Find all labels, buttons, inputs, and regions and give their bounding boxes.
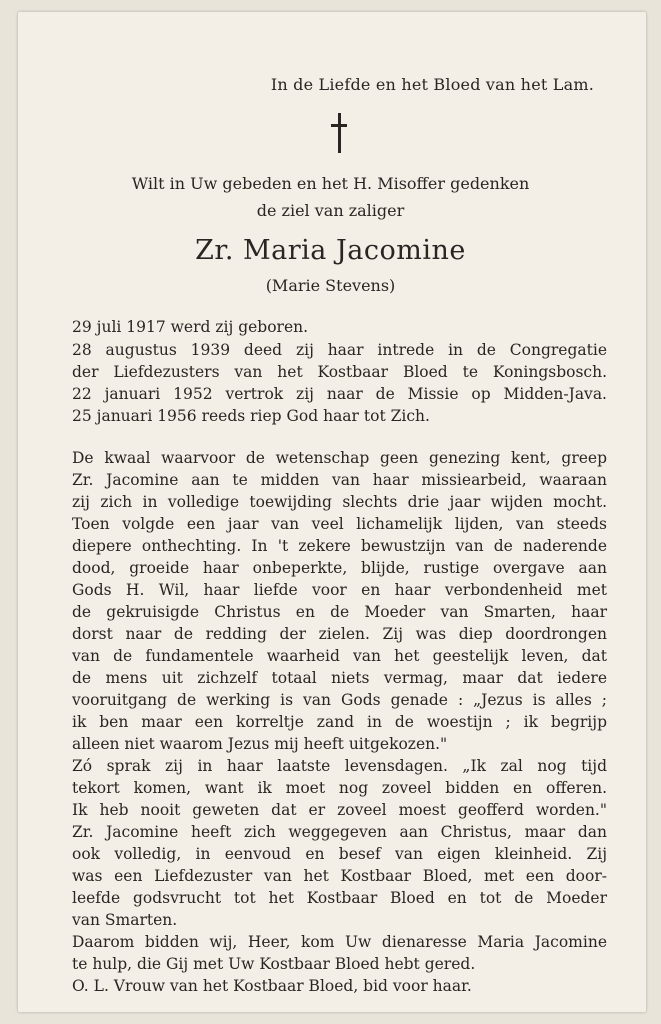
text-line: Daarom bidden wij, Heer, kom Uw dienaresse Maria Jacomine: [72, 933, 607, 951]
bio-line: der Liefdezusters van het Kostbaar Bloed te Koningsbosch.: [72, 363, 607, 381]
motto: In de Liefde en het Bloed van het Lam.: [270, 75, 594, 94]
text-line: alleen niet waarom Jezus mij heeft uitgekozen.": [72, 735, 448, 753]
text-line: Ik heb nooit geweten dat er zoveel moest geofferd worden.": [72, 801, 607, 819]
text-line: Toen volgde een jaar van veel lichamelijk lijden, van steeds: [72, 515, 607, 533]
text-line: van Smarten.: [72, 911, 178, 929]
text-line: Zr. Jacomine heeft zich weggegeven aan Christus, maar dan: [72, 823, 607, 841]
text-line: vooruitgang de werking is van Gods genade : „Jezus is alles ;: [72, 691, 607, 709]
text-line: dorst naar de redding der zielen. Zij was diep doordrongen: [72, 625, 607, 643]
text-line: te hulp, die Gij met Uw Kostbaar Bloed hebt gered.: [72, 955, 476, 973]
bio-line: 22 januari 1952 vertrok zij naar de Missie op Midden-Java.: [72, 385, 607, 403]
bio-line: 25 januari 1956 reeds riep God haar tot Zich.: [72, 407, 430, 425]
intro-line-2: de ziel van zaliger: [256, 201, 405, 220]
text-line: Gods H. Wil, haar liefde voor en haar verbondenheid met: [72, 581, 607, 599]
text-line: Zr. Jacomine aan te midden van haar missiearbeid, waaraan: [72, 471, 607, 489]
text-line: zij zich in volledige toewijding slechts drie jaar wijden mocht.: [72, 493, 607, 511]
deceased-name: Zr. Maria Jacomine: [195, 235, 466, 266]
text-line: de mens uit zichzelf totaal niets vermag, maar dat iedere: [72, 669, 607, 687]
intro-line-1: Wilt in Uw gebeden en het H. Misoffer gedenken: [131, 174, 530, 193]
text-line: Zó sprak zij in haar laatste levensdagen. „Ik zal nog tijd: [72, 757, 607, 775]
bio-line: 28 augustus 1939 deed zij haar intrede in de Congregatie: [72, 341, 607, 359]
text-line: ik ben maar een korreltje zand in de woestijn ; ik begrijp: [72, 713, 607, 731]
text-line: ook volledig, in eenvoud en besef van eigen kleinheid. Zij: [72, 845, 607, 863]
text-line: De kwaal waarvoor de wetenschap geen genezing kent, greep: [72, 449, 607, 467]
text-line: van de fundamentele waarheid van het geestelijk leven, dat: [72, 647, 607, 665]
bio-line: 29 juli 1917 werd zij geboren.: [72, 318, 309, 336]
text-line: was een Liefdezuster van het Kostbaar Bloed, met een door-: [72, 867, 607, 885]
closing-prayer: O. L. Vrouw van het Kostbaar Bloed, bid voor haar.: [72, 977, 472, 995]
text-line: diepere onthechting. In 't zekere bewustzijn van de naderende: [72, 537, 607, 555]
text-line: de gekruisigde Christus en de Moeder van Smarten, haar: [72, 603, 607, 621]
latin-cross-icon: [331, 113, 347, 153]
text-line: dood, groeide haar onbeperkte, blijde, rustige overgave aan: [72, 559, 607, 577]
text-line: tekort komen, want ik moet nog zoveel bidden en offeren.: [72, 779, 607, 797]
text-line: leefde godsvrucht tot het Kostbaar Bloed en tot de Moeder: [72, 889, 607, 907]
civil-name: (Marie Stevens): [265, 276, 396, 295]
